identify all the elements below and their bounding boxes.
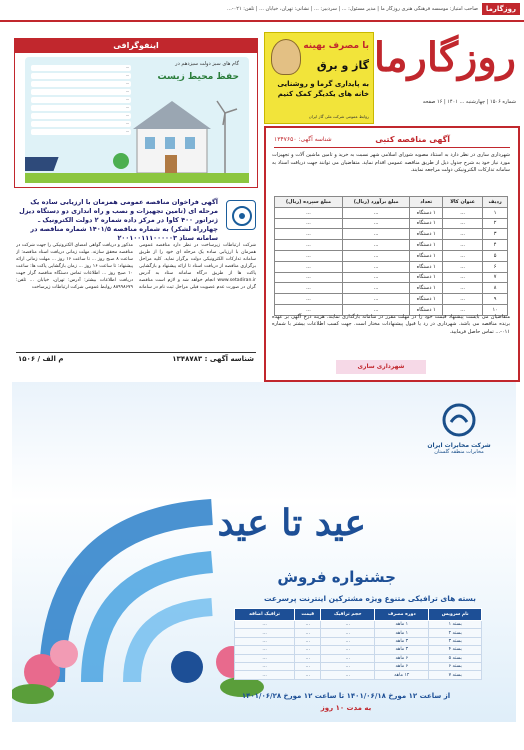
tender-cell: ... [275, 283, 343, 294]
infographic-body [25, 57, 249, 183]
tender-cell: ... [275, 294, 343, 305]
tender-cell: ... [442, 283, 482, 294]
tender-cell: ... [275, 261, 343, 272]
package-cell: ... [321, 671, 375, 679]
tender-row [275, 229, 508, 240]
issue-info: شماره ۱۵۰۶ | چهارشنبه ... ۱۴۰۱ | ۱۶ صفحه [422, 99, 516, 105]
tender-cell: ۱ دستگاه [410, 250, 443, 261]
tender-cell: ... [342, 294, 409, 305]
top-bar [0, 0, 524, 22]
infrastructure-logo-icon [226, 200, 256, 230]
tender-cell: ... [442, 250, 482, 261]
campaign-duration: به مدت ۱۰ روز [320, 704, 372, 712]
gas-ad-line1: با مصرف بهینه [303, 41, 369, 51]
tender-cell: ... [342, 218, 409, 229]
tender-cell: ... [442, 207, 482, 218]
package-cell: ۱ ماهه [375, 629, 429, 637]
small-logo: روزگارما [482, 3, 520, 15]
tender-cell: ... [275, 218, 343, 229]
tender-header-cell: تعداد [410, 197, 443, 208]
telecom-logo-icon [441, 402, 477, 438]
festival-subtitle: بسته های ترافیکی متنوع ویژه مشترکین اینترنت پرسرعت [263, 594, 476, 603]
package-header-cell: حجم ترافیک [321, 609, 375, 621]
infographic-item: ... [31, 73, 131, 79]
telecom-logo [424, 402, 494, 455]
package-cell: ... [321, 629, 375, 637]
tender-cell: ... [275, 207, 343, 218]
package-cell: بسته ۴ [429, 646, 482, 654]
tender-row [275, 283, 508, 294]
tender-cell: ۲ [483, 218, 508, 229]
package-cell: ۶ ماهه [375, 654, 429, 662]
package-row [235, 637, 482, 645]
package-cell: ... [235, 654, 295, 662]
tender-cell: ... [342, 304, 409, 315]
tender-cell: ۹ [483, 294, 508, 305]
gas-ad-line2: گاز و برق [316, 59, 369, 72]
tender-cell: ... [275, 240, 343, 251]
package-row [235, 662, 482, 670]
tender-cell: ... [442, 261, 482, 272]
tender-row [275, 250, 508, 261]
package-cell: ۳ ماهه [375, 637, 429, 645]
tender-ad-left [14, 192, 258, 366]
tender-signature: شهرداری ساری [336, 360, 426, 374]
infographic-item: ... [31, 89, 131, 95]
package-cell: ... [295, 654, 321, 662]
tender-cell: ۱ دستگاه [410, 207, 443, 218]
tender-title: آگهی مناقصه کتبی [375, 135, 450, 144]
tender-cell: ... [275, 250, 343, 261]
package-cell: ... [321, 646, 375, 654]
tender-cell: ۱ [483, 207, 508, 218]
infographic-title: حفظ محیط زیست [157, 72, 239, 82]
infographic-item: ... [31, 129, 131, 135]
tender-number: شناسه آگهی: ۱۳۴۷۶۵۰ [274, 136, 332, 143]
package-cell: بسته ۱ [429, 621, 482, 629]
tender-header [274, 134, 510, 148]
tender-header-cell: مبلغ سپرده (ریال) [275, 197, 343, 208]
package-cell: ... [295, 671, 321, 679]
tender-cell: ۱ دستگاه [410, 229, 443, 240]
tender-cell: ... [342, 240, 409, 251]
tender-cell: ۱ دستگاه [410, 304, 443, 315]
package-cell: ۳ ماهه [375, 646, 429, 654]
infographic-item: ... [31, 81, 131, 87]
masthead [264, 28, 520, 124]
tender-cell: ۵ [483, 250, 508, 261]
package-cell: ... [235, 662, 295, 670]
tender-cell: ۱ دستگاه [410, 283, 443, 294]
tender-ad-footer [16, 352, 256, 366]
tender-cell: ... [342, 207, 409, 218]
tender-cell: ... [342, 261, 409, 272]
infographic-item: ... [31, 97, 131, 103]
package-cell: بسته ۶ [429, 662, 482, 670]
tender-cell: ... [275, 229, 343, 240]
tender-cell: ۶ [483, 261, 508, 272]
package-cell: ... [235, 621, 295, 629]
tender-cell: ... [342, 229, 409, 240]
gas-ad-line4: روابط عمومی شرکت ملی گاز ایران [308, 114, 369, 119]
tender-cell: ... [275, 304, 343, 315]
infographic-item: ... [31, 113, 131, 119]
tender-cell: ۸ [483, 283, 508, 294]
package-cell: ... [295, 629, 321, 637]
tender-header-cell: عنوان کالا [442, 197, 482, 208]
tender-conditions: متقاضیان می بایست پیشنهاد قیمت خود را در مهلت مقرر در سامانه بارگذاری نمایند. هزینه درج آگهی بر عهده برنده مناقصه می باشد. شهرداری در رد یا قبول پیشنهادات مختار است. جهت کسب اطلاعات بیشتر با شماره ۰۱۱-... تماس حاصل فرمایید. [272, 314, 510, 335]
tender-cell: ... [442, 218, 482, 229]
tender-cell: ۱۰ [483, 304, 508, 315]
infographic-subtitle: گام های سبز دولت سیزدهم در [175, 61, 239, 67]
package-cell: ۱ ماهه [375, 621, 429, 629]
tender-cell: ۳ [483, 229, 508, 240]
infographic-item: ... [31, 121, 131, 127]
tender-row [275, 240, 508, 251]
tender-ad-title: آگهی فراخوان مناقصه عمومی همزمان با ارزیابی ساده یک مرحله ای (تامین تجهیزات و نصب و راه اندازی دو دستگاه دیزل ژنراتور ۴۰۰ کاوا در مرکز داده شماره ۲ دولت الکترونیک ـ چهارراه لشکر) به شماره مناقصه ۱۴۰۱/۵ شماره مناقصه در سامانه ستاد ۲۰۰۱۰۰۱۱۱۰۰۰۰۰۳ [19, 198, 218, 242]
tender-table [274, 196, 508, 316]
package-cell: ... [295, 621, 321, 629]
infographic-header: اینفوگرافی [15, 39, 257, 53]
package-row [235, 629, 482, 637]
package-header-cell: دوره مصرف [375, 609, 429, 621]
package-cell: ۶ ماهه [375, 662, 429, 670]
package-cell: ... [321, 637, 375, 645]
tender-ad-body: شرکت ارتباطات زیرساخت در نظر دارد مناقصه عمومی همزمان با ارزیابی ساده یک مرحله ای خود را از طریق سامانه تدارکات الکترونیکی دولت برگزار نماید. کلیه مراحل برگزاری مناقصه از دریافت اسناد تا ارائه پیشنهاد و بازگشایی پاکت ها از طریق درگاه سامانه ستاد به آدرس www.setadiran.ir انجام خواهد شد و لازم است مناقصه گران در صورت عدم عضویت قبلی مراحل ثبت نام در سامانه مذکور و دریافت گواهی امضای الکترونیکی را جهت شرکت در مناقصه محقق سازند. مهلت زمانی دریافت اسناد مناقصه: از ساعت ۸ صبح روز ... تا ساعت ۱۶ روز ... مهلت زمانی ارائه پیشنهاد: تا ساعت ۱۶ روز ... زمان بازگشایی پاکت ها: ساعت ۱۰ صبح روز ... اطلاعات تماس دستگاه مناقصه گزار جهت دریافت اطلاعات بیشتر: آدرس: تهران، خیابان ... تلفن: ۸۸۹۹۸۶۷۹ روابط عمومی شرکت ارتباطات زیرساخت [16, 243, 256, 290]
gas-ad [264, 32, 374, 124]
package-row [235, 646, 482, 654]
tender-row [275, 272, 508, 283]
tender-cell: ۱ دستگاه [410, 261, 443, 272]
package-header-cell: ترافیک اضافه [235, 609, 295, 621]
package-cell: ... [295, 646, 321, 654]
gas-ad-line3: به پایداری گرما و روشنایی خانه های یکدیگر کمک کنیم [277, 80, 369, 98]
tender-intro: شهرداری ساری در نظر دارد به استناد مصوبه شورای اسلامی شهر نسبت به خرید و تامین ماشین آلات و تجهیزات مورد نیاز خود به شرح جدول ذیل از طریق مناقصه عمومی اقدام نماید. متقاضیان می توانند جهت دریافت اسناد به سامانه تدارکات الکترونیکی دولت مراجعه نمایند. [272, 152, 510, 174]
tender-cell: ... [442, 229, 482, 240]
telecom-ad [12, 382, 516, 722]
tender-header-cell: ردیف [483, 197, 508, 208]
tender-row [275, 261, 508, 272]
package-cell: ... [235, 637, 295, 645]
headline: عید تا عید [217, 502, 366, 544]
campaign-dates: از ساعت ۱۲ مورخ ۱۴۰۱/۰۶/۱۸ تا ساعت ۱۲ مورخ ۱۴۰۱/۰۶/۲۸ [241, 692, 451, 700]
house-illustration [25, 57, 249, 183]
tender-cell: ... [442, 294, 482, 305]
infographic-item: ... [31, 105, 131, 111]
tender-cell: ۱ دستگاه [410, 272, 443, 283]
tender-cell: ... [342, 272, 409, 283]
package-cell: بسته ۲ [429, 629, 482, 637]
mascot-icon [271, 39, 301, 75]
package-cell: ... [321, 621, 375, 629]
package-cell: ... [295, 637, 321, 645]
tender-cell: ... [442, 272, 482, 283]
tender-cell: ۱ دستگاه [410, 218, 443, 229]
package-cell: ... [321, 662, 375, 670]
package-table [234, 608, 482, 680]
package-cell: ... [321, 654, 375, 662]
tender-header-cell: مبلغ برآورد (ریال) [342, 197, 409, 208]
ad-code: م الف / ۱۵۰۶ [18, 355, 64, 363]
package-cell: ... [235, 671, 295, 679]
newspaper-logo: روزگارما [373, 34, 516, 81]
package-cell: ... [235, 629, 295, 637]
tender-row [275, 207, 508, 218]
package-header-cell: نام سرویس [429, 609, 482, 621]
tender-notice [264, 126, 520, 382]
tender-cell: ۱ دستگاه [410, 294, 443, 305]
tender-cell: ۷ [483, 272, 508, 283]
tender-cell: ۱ دستگاه [410, 240, 443, 251]
package-row [235, 621, 482, 629]
package-cell: بسته ۳ [429, 637, 482, 645]
package-cell: ۱۲ ماهه [375, 671, 429, 679]
package-cell: بسته ۵ [429, 654, 482, 662]
tender-row [275, 294, 508, 305]
tender-cell: ۴ [483, 240, 508, 251]
infographic-item: ... [31, 65, 131, 71]
tender-cell: ... [442, 240, 482, 251]
package-cell: ... [235, 646, 295, 654]
tender-cell: ... [275, 272, 343, 283]
package-row [235, 654, 482, 662]
ad-id: شناسه آگهی : ۱۳۴۸۷۸۳ [172, 355, 254, 363]
tender-row [275, 218, 508, 229]
package-header-cell: قیمت [295, 609, 321, 621]
company-name: شرکت مخابرات ایران [427, 442, 491, 449]
package-cell: ... [295, 662, 321, 670]
tender-cell: ... [342, 283, 409, 294]
package-cell: بسته ۷ [429, 671, 482, 679]
company-region: مخابرات منطقه گلستان [434, 449, 484, 455]
publisher-info: صاحب امتیاز: موسسه فرهنگی هنری روزگار ما | مدیر مسئول: ... | سردبیر: ... | نشانی: تهران، خیابان ... | تلفن: ۰۲۱-... [227, 6, 478, 12]
package-row [235, 671, 482, 679]
tender-cell: ... [342, 250, 409, 261]
infographic [14, 38, 258, 188]
festival-title: جشنواره فروش [277, 568, 396, 586]
tender-cell: ... [442, 304, 482, 315]
